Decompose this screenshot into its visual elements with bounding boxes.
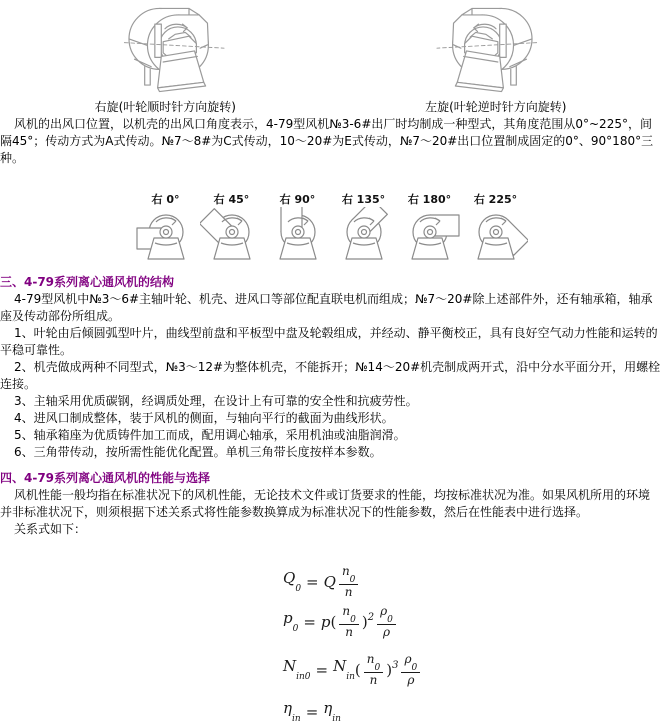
density-ratio-fraction: $\frac{\rho_0}{\rho}$ bbox=[401, 653, 420, 687]
section4-leadin: 关系式如下： bbox=[0, 521, 661, 538]
section3-item-6: 6、三角带传动，按所需性能优化配置。单机三角带长度按样本参数。 bbox=[0, 444, 661, 461]
formula-rhs: p bbox=[321, 614, 331, 631]
formula-pressure: $p_0$ = p ( $\frac{n_0}{n}$ ) $^2$ $\frac{\rho_0}{\rho}$ bbox=[283, 603, 661, 641]
formula-rhs: $N_{in}$ bbox=[333, 658, 355, 682]
fan-outline-90deg-icon bbox=[266, 207, 330, 265]
formula-rhs: Q bbox=[324, 574, 336, 591]
section4-paragraph: 风机性能一般均指在标准状况下的风机性能，无论技术文件或订货要求的性能，均按标准状况为准。如果风机所用的环境并非标准状况下，则须根据下述关系式将性能参数换算成为标准状况下的性能参数，然后在性能表中进行选择。 bbox=[0, 487, 661, 521]
angle-label: 右 45° bbox=[214, 194, 250, 206]
angle-label: 右 180° bbox=[408, 194, 451, 206]
outlet-angle-diagram-180 bbox=[397, 194, 463, 265]
formula-lhs: $p_0$ bbox=[283, 610, 298, 634]
speed-ratio-fraction: $\frac{n_0}{n}$ bbox=[339, 605, 358, 639]
formula-lhs: $N_{in0}$ bbox=[283, 658, 311, 682]
section4-heading: 四、4-79系列离心通风机的性能与选择 bbox=[0, 470, 661, 487]
section3-item-2: 2、机壳做成两种不同型式，№3～12#为整体机壳，不能拆开；№14～20#机壳制成两开式，沿中分水平面分开，用螺栓连接。 bbox=[0, 359, 661, 393]
angle-label: 右 0° bbox=[152, 194, 180, 206]
outlet-angle-diagram-0 bbox=[133, 194, 199, 265]
outlet-position-paragraph: 风机的出风口位置，以机壳的出风口角度表示，4-79型风机№3-6#出厂时均制成一种型式，其角度范围从0°~225°，间隔45°；传动方式为A式传动。№7～8#为C式传动，10～20#为E式传动，№7～20#出口位置制成固定的0°、90°180°三种。 bbox=[0, 116, 661, 167]
figure-right-rotation-fan bbox=[0, 2, 331, 116]
outlet-angle-diagram-225 bbox=[463, 194, 529, 265]
angle-label: 右 135° bbox=[342, 194, 385, 206]
speed-ratio-fraction: $\frac{n_0}{n}$ bbox=[339, 565, 358, 599]
formula-lhs: $Q_0$ bbox=[283, 570, 301, 594]
fan-outline-225deg-icon bbox=[464, 207, 528, 265]
fan-outline-135deg-icon bbox=[332, 207, 396, 265]
conversion-formulas bbox=[283, 566, 661, 726]
angle-label: 右 90° bbox=[280, 194, 316, 206]
fan-outline-0deg-icon bbox=[134, 207, 198, 265]
figure-left-rotation-fan bbox=[331, 2, 661, 116]
outlet-angle-diagram-90 bbox=[265, 194, 331, 265]
formula-rhs: $\eta_{in}$ bbox=[323, 700, 341, 724]
fan-outline-180deg-icon bbox=[398, 207, 462, 265]
outlet-angle-diagrams-row bbox=[0, 194, 661, 265]
outlet-angle-diagram-135 bbox=[331, 194, 397, 265]
section3-item-4: 4、进风口制成整体，装于风机的侧面，与轴向平行的截面为曲线形状。 bbox=[0, 410, 661, 427]
outlet-angle-diagram-45 bbox=[199, 194, 265, 265]
fan-outline-45deg-icon bbox=[200, 207, 264, 265]
section3-item-1: 1、叶轮由后倾圆弧型叶片，曲线型前盘和平板型中盘及轮毂组成，并经动、静平衡校正，具有良好空气动力性能和运转的平稳可靠性。 bbox=[0, 325, 661, 359]
section3-item-3: 3、主轴采用优质碳钢，经调质处理，在设计上有可靠的安全性和抗疲劳性。 bbox=[0, 393, 661, 410]
right-rotation-caption: 右旋(叶轮顺时针方向旋转) bbox=[95, 99, 236, 116]
section3-heading: 三、4-79系列离心通风机的结构 bbox=[0, 274, 661, 291]
formula-lhs: $\eta_{in}$ bbox=[283, 700, 301, 724]
formula-efficiency: $\eta_{in}$ = $\eta_{in}$ bbox=[283, 698, 661, 726]
formula-flow-rate: $Q_0$ = Q $\frac{n_0}{n}$ bbox=[283, 566, 661, 598]
right-rotation-fan-icon bbox=[104, 2, 226, 98]
angle-label: 右 225° bbox=[474, 194, 517, 206]
speed-ratio-fraction: $\frac{n_0}{n}$ bbox=[364, 653, 383, 687]
rotation-figures-row bbox=[0, 2, 661, 116]
left-rotation-caption: 左旋(叶轮逆时针方向旋转) bbox=[425, 99, 566, 116]
left-rotation-fan-icon bbox=[435, 2, 557, 98]
section3-item-5: 5、轴承箱座为优质铸件加工而成，配用调心轴承，采用机油或油脂润滑。 bbox=[0, 427, 661, 444]
density-ratio-fraction: $\frac{\rho_0}{\rho}$ bbox=[377, 605, 396, 639]
formula-power: $N_{in0}$ = $N_{in}$ ( $\frac{n_0}{n}$ ) $^3$ $\frac{\rho_0}{\rho}$ bbox=[283, 650, 661, 690]
section3-intro: 4-79型风机中№3～6#主轴叶轮、机壳、进风口等部位配直联电机而组成；№7～20#除上述部件外，还有轴承箱，轴承座及传动部份所组成。 bbox=[0, 291, 661, 325]
